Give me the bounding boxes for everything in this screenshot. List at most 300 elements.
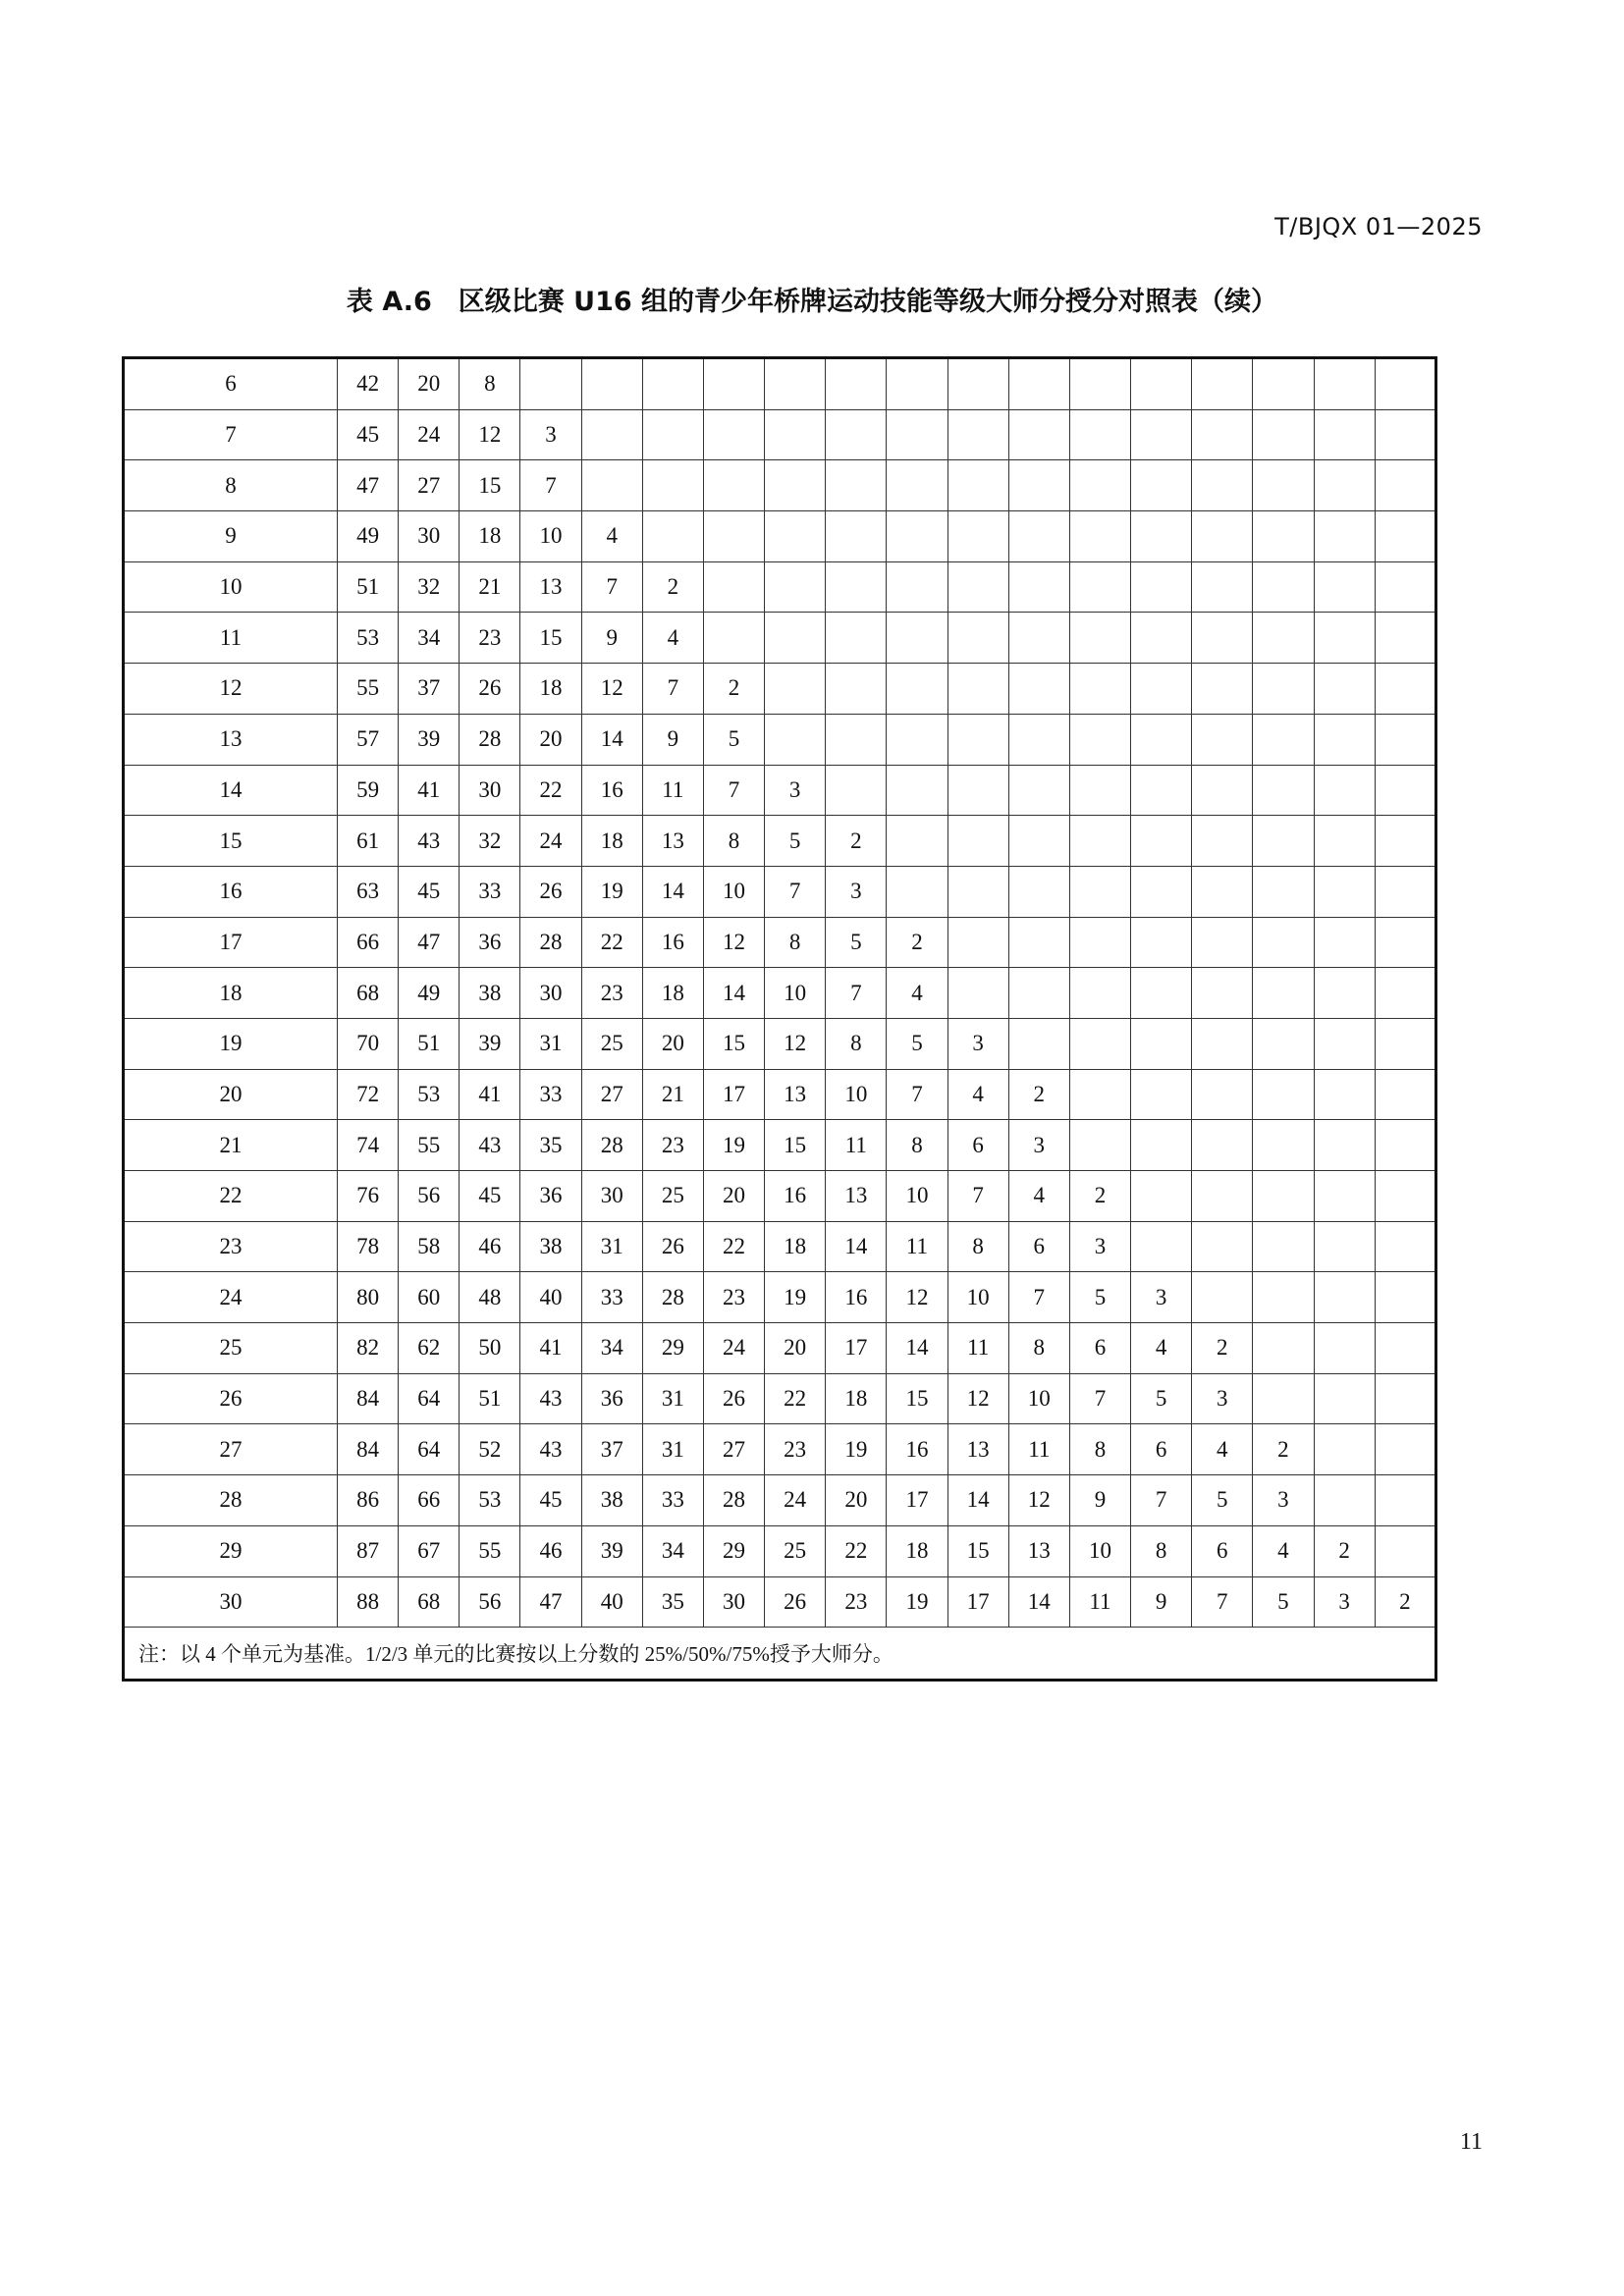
score-cell — [887, 765, 947, 816]
score-cell — [1008, 613, 1069, 664]
score-cell — [765, 511, 826, 562]
score-cell: 5 — [703, 714, 764, 765]
score-cell: 86 — [338, 1475, 399, 1526]
score-cell: 11 — [642, 765, 703, 816]
score-cell: 8 — [1131, 1525, 1192, 1576]
score-cell — [1192, 1018, 1253, 1069]
score-cell: 7 — [703, 765, 764, 816]
score-cell: 12 — [581, 664, 642, 715]
score-cell — [1314, 968, 1375, 1019]
score-cell — [826, 511, 887, 562]
score-cell: 41 — [399, 765, 460, 816]
score-cell: 3 — [1008, 1120, 1069, 1171]
score-cell — [1253, 460, 1314, 511]
score-cell: 14 — [642, 866, 703, 917]
score-cell — [887, 714, 947, 765]
score-cell: 46 — [520, 1525, 581, 1576]
score-cell — [1069, 917, 1130, 968]
score-cell: 18 — [826, 1373, 887, 1424]
score-cell — [887, 409, 947, 460]
score-cell — [1375, 1272, 1435, 1323]
score-cell: 66 — [338, 917, 399, 968]
score-cell: 63 — [338, 866, 399, 917]
score-cell: 55 — [460, 1525, 520, 1576]
row-label-cell: 17 — [124, 917, 338, 968]
score-cell — [1069, 1120, 1130, 1171]
score-cell — [1253, 1171, 1314, 1222]
score-cell: 55 — [399, 1120, 460, 1171]
score-cell — [1069, 561, 1130, 613]
score-cell — [1314, 664, 1375, 715]
score-cell: 5 — [1253, 1576, 1314, 1628]
score-cell — [1192, 1221, 1253, 1272]
score-cell: 15 — [520, 613, 581, 664]
score-cell: 23 — [703, 1272, 764, 1323]
score-cell — [1253, 1221, 1314, 1272]
score-cell: 2 — [1253, 1424, 1314, 1475]
score-cell — [1069, 1069, 1130, 1120]
score-cell: 55 — [338, 664, 399, 715]
score-cell — [1375, 1323, 1435, 1374]
score-cell: 31 — [520, 1018, 581, 1069]
score-cell — [947, 561, 1008, 613]
score-cell — [1253, 1323, 1314, 1374]
score-cell: 8 — [460, 358, 520, 410]
score-cell: 20 — [520, 714, 581, 765]
score-cell: 17 — [887, 1475, 947, 1526]
score-cell — [703, 409, 764, 460]
score-cell — [1131, 714, 1192, 765]
score-cell — [947, 714, 1008, 765]
score-cell: 8 — [1008, 1323, 1069, 1374]
score-cell: 3 — [1131, 1272, 1192, 1323]
score-cell: 31 — [581, 1221, 642, 1272]
score-cell: 17 — [826, 1323, 887, 1374]
score-cell: 39 — [460, 1018, 520, 1069]
score-cell — [947, 409, 1008, 460]
score-cell: 4 — [1131, 1323, 1192, 1374]
score-cell: 50 — [460, 1323, 520, 1374]
score-cell: 19 — [581, 866, 642, 917]
row-label-cell: 30 — [124, 1576, 338, 1628]
score-cell: 5 — [765, 816, 826, 867]
score-cell — [1375, 866, 1435, 917]
score-cell: 12 — [703, 917, 764, 968]
score-cell — [1192, 1272, 1253, 1323]
score-cell: 24 — [703, 1323, 764, 1374]
score-cell — [1253, 917, 1314, 968]
score-cell: 34 — [581, 1323, 642, 1374]
score-cell — [887, 561, 947, 613]
score-cell: 4 — [947, 1069, 1008, 1120]
score-cell — [1375, 358, 1435, 410]
score-cell — [1314, 1221, 1375, 1272]
score-cell — [1008, 409, 1069, 460]
score-cell — [1314, 1424, 1375, 1475]
score-cell — [826, 409, 887, 460]
score-cell: 36 — [520, 1171, 581, 1222]
score-cell — [642, 511, 703, 562]
score-cell: 21 — [460, 561, 520, 613]
score-cell — [1008, 1018, 1069, 1069]
score-cell — [826, 714, 887, 765]
score-cell: 4 — [887, 968, 947, 1019]
score-cell — [1314, 1323, 1375, 1374]
score-cell — [1192, 664, 1253, 715]
score-cell: 18 — [642, 968, 703, 1019]
row-label-cell: 24 — [124, 1272, 338, 1323]
score-cell: 64 — [399, 1373, 460, 1424]
score-cell: 4 — [642, 613, 703, 664]
score-cell — [1253, 1120, 1314, 1171]
score-cell: 15 — [947, 1525, 1008, 1576]
score-cell — [826, 460, 887, 511]
score-cell — [1192, 968, 1253, 1019]
score-cell — [887, 358, 947, 410]
score-cell — [1375, 1018, 1435, 1069]
score-cell: 20 — [826, 1475, 887, 1526]
score-cell: 27 — [703, 1424, 764, 1475]
score-cell — [1192, 1171, 1253, 1222]
score-cell: 5 — [887, 1018, 947, 1069]
table-row — [124, 460, 1436, 511]
score-cell: 49 — [399, 968, 460, 1019]
score-cell: 14 — [826, 1221, 887, 1272]
score-cell: 36 — [581, 1373, 642, 1424]
score-cell: 28 — [581, 1120, 642, 1171]
score-cell — [1314, 409, 1375, 460]
score-cell — [1008, 968, 1069, 1019]
table-row — [124, 561, 1436, 613]
score-cell: 29 — [642, 1323, 703, 1374]
table-row — [124, 1525, 1436, 1576]
score-cell: 14 — [581, 714, 642, 765]
score-cell: 68 — [338, 968, 399, 1019]
score-cell: 30 — [399, 511, 460, 562]
score-cell: 31 — [642, 1424, 703, 1475]
score-cell — [1131, 1120, 1192, 1171]
score-cell: 80 — [338, 1272, 399, 1323]
score-cell: 53 — [460, 1475, 520, 1526]
score-cell — [703, 613, 764, 664]
score-cell: 24 — [765, 1475, 826, 1526]
score-cell — [1131, 866, 1192, 917]
score-cell: 43 — [520, 1424, 581, 1475]
score-cell — [1008, 714, 1069, 765]
score-cell — [1131, 409, 1192, 460]
score-cell: 4 — [581, 511, 642, 562]
score-cell: 16 — [887, 1424, 947, 1475]
score-cell — [1314, 1272, 1375, 1323]
row-label-cell: 6 — [124, 358, 338, 410]
score-cell: 88 — [338, 1576, 399, 1628]
score-cell: 30 — [581, 1171, 642, 1222]
score-cell — [581, 358, 642, 410]
score-cell — [1253, 409, 1314, 460]
score-cell: 6 — [947, 1120, 1008, 1171]
score-cell — [765, 358, 826, 410]
score-cell — [581, 409, 642, 460]
score-cell — [1253, 714, 1314, 765]
score-cell: 40 — [520, 1272, 581, 1323]
row-label-cell: 15 — [124, 816, 338, 867]
score-cell — [765, 561, 826, 613]
score-cell: 74 — [338, 1120, 399, 1171]
table-row — [124, 511, 1436, 562]
score-cell: 25 — [765, 1525, 826, 1576]
table-note: 注：以 4 个单元为基准。1/2/3 单元的比赛按以上分数的 25%/50%/75%授予大师分。 — [124, 1628, 1436, 1681]
score-cell — [947, 968, 1008, 1019]
score-cell: 13 — [1008, 1525, 1069, 1576]
score-cell: 31 — [642, 1373, 703, 1424]
score-cell: 25 — [642, 1171, 703, 1222]
score-cell — [1069, 816, 1130, 867]
score-cell: 24 — [399, 409, 460, 460]
score-cell — [1375, 1475, 1435, 1526]
score-cell: 41 — [460, 1069, 520, 1120]
score-cell — [1069, 1018, 1130, 1069]
row-label-cell: 16 — [124, 866, 338, 917]
score-cell: 51 — [338, 561, 399, 613]
score-cell: 6 — [1131, 1424, 1192, 1475]
score-cell: 56 — [399, 1171, 460, 1222]
score-cell — [1192, 613, 1253, 664]
score-cell: 4 — [1192, 1424, 1253, 1475]
score-cell — [1253, 561, 1314, 613]
score-cell: 36 — [460, 917, 520, 968]
score-cell — [1253, 1272, 1314, 1323]
score-cell: 23 — [642, 1120, 703, 1171]
score-cell: 32 — [399, 561, 460, 613]
score-cell: 33 — [642, 1475, 703, 1526]
score-cell: 11 — [947, 1323, 1008, 1374]
score-cell: 57 — [338, 714, 399, 765]
score-cell: 20 — [765, 1323, 826, 1374]
score-cell: 37 — [581, 1424, 642, 1475]
score-cell — [887, 511, 947, 562]
score-cell: 45 — [520, 1475, 581, 1526]
score-cell: 2 — [1314, 1525, 1375, 1576]
score-cell: 43 — [460, 1120, 520, 1171]
score-cell — [1131, 358, 1192, 410]
row-label-cell: 25 — [124, 1323, 338, 1374]
score-cell: 45 — [399, 866, 460, 917]
score-cell: 28 — [460, 714, 520, 765]
score-cell: 43 — [399, 816, 460, 867]
row-label-cell: 8 — [124, 460, 338, 511]
score-cell — [826, 561, 887, 613]
row-label-cell: 13 — [124, 714, 338, 765]
row-label-cell: 18 — [124, 968, 338, 1019]
score-cell: 10 — [520, 511, 581, 562]
score-cell: 24 — [520, 816, 581, 867]
score-cell: 3 — [1253, 1475, 1314, 1526]
table-row — [124, 765, 1436, 816]
score-cell — [1008, 866, 1069, 917]
score-cell: 30 — [520, 968, 581, 1019]
score-cell: 64 — [399, 1424, 460, 1475]
score-cell — [1069, 765, 1130, 816]
score-cell — [1069, 460, 1130, 511]
score-cell: 7 — [581, 561, 642, 613]
score-cell — [1008, 664, 1069, 715]
score-cell — [1375, 714, 1435, 765]
score-cell — [887, 664, 947, 715]
table-row — [124, 1424, 1436, 1475]
score-cell: 23 — [581, 968, 642, 1019]
score-cell: 68 — [399, 1576, 460, 1628]
score-cell — [1253, 613, 1314, 664]
row-label-cell: 28 — [124, 1475, 338, 1526]
score-cell — [1008, 917, 1069, 968]
score-cell — [1375, 1069, 1435, 1120]
score-cell — [947, 664, 1008, 715]
score-cell: 15 — [887, 1373, 947, 1424]
score-cell — [1375, 1120, 1435, 1171]
score-cell — [1008, 460, 1069, 511]
score-cell — [947, 866, 1008, 917]
score-cell — [947, 613, 1008, 664]
score-cell: 26 — [703, 1373, 764, 1424]
score-cell: 8 — [887, 1120, 947, 1171]
score-cell: 11 — [1008, 1424, 1069, 1475]
score-cell: 8 — [1069, 1424, 1130, 1475]
score-cell — [1008, 511, 1069, 562]
score-cell: 15 — [703, 1018, 764, 1069]
score-cell: 59 — [338, 765, 399, 816]
score-cell — [1314, 765, 1375, 816]
table-row — [124, 1221, 1436, 1272]
score-cell: 7 — [520, 460, 581, 511]
score-cell — [1192, 714, 1253, 765]
score-cell — [1131, 1069, 1192, 1120]
score-cell: 60 — [399, 1272, 460, 1323]
score-cell: 12 — [765, 1018, 826, 1069]
row-label-cell: 22 — [124, 1171, 338, 1222]
score-cell: 14 — [1008, 1576, 1069, 1628]
score-cell: 38 — [520, 1221, 581, 1272]
score-cell — [826, 765, 887, 816]
score-cell — [1069, 358, 1130, 410]
score-cell — [765, 409, 826, 460]
score-cell — [1314, 613, 1375, 664]
score-cell: 27 — [581, 1069, 642, 1120]
table-row — [124, 866, 1436, 917]
score-cell — [947, 358, 1008, 410]
score-cell — [1375, 917, 1435, 968]
score-cell — [1253, 511, 1314, 562]
score-cell: 53 — [338, 613, 399, 664]
score-cell: 52 — [460, 1424, 520, 1475]
score-cell: 7 — [1131, 1475, 1192, 1526]
score-cell: 28 — [520, 917, 581, 968]
score-cell — [1131, 1221, 1192, 1272]
score-cell: 6 — [1069, 1323, 1130, 1374]
score-cell: 3 — [1192, 1373, 1253, 1424]
score-cell: 47 — [338, 460, 399, 511]
score-cell — [887, 460, 947, 511]
score-cell — [1069, 511, 1130, 562]
score-cell: 10 — [765, 968, 826, 1019]
score-cell: 62 — [399, 1323, 460, 1374]
score-cell: 10 — [703, 866, 764, 917]
score-cell: 22 — [765, 1373, 826, 1424]
score-cell — [1375, 1373, 1435, 1424]
score-cell: 19 — [765, 1272, 826, 1323]
table-note-row — [124, 1628, 1436, 1681]
score-cell: 3 — [1314, 1576, 1375, 1628]
score-cell: 23 — [765, 1424, 826, 1475]
score-cell: 7 — [765, 866, 826, 917]
score-cell: 16 — [765, 1171, 826, 1222]
table-row — [124, 613, 1436, 664]
score-cell: 32 — [460, 816, 520, 867]
score-cell: 5 — [1192, 1475, 1253, 1526]
score-cell: 67 — [399, 1525, 460, 1576]
score-cell: 72 — [338, 1069, 399, 1120]
score-table — [122, 356, 1437, 1682]
score-cell — [1253, 664, 1314, 715]
score-cell — [1131, 917, 1192, 968]
score-cell — [1375, 816, 1435, 867]
score-cell: 28 — [703, 1475, 764, 1526]
score-cell — [1131, 968, 1192, 1019]
score-cell — [1314, 816, 1375, 867]
score-cell: 18 — [765, 1221, 826, 1272]
score-cell: 7 — [1008, 1272, 1069, 1323]
score-cell: 43 — [520, 1373, 581, 1424]
score-cell: 61 — [338, 816, 399, 867]
score-cell — [1131, 816, 1192, 867]
score-cell — [1253, 816, 1314, 867]
score-cell: 8 — [765, 917, 826, 968]
score-cell — [1192, 409, 1253, 460]
score-cell — [1192, 561, 1253, 613]
score-cell: 34 — [642, 1525, 703, 1576]
score-cell: 39 — [399, 714, 460, 765]
score-cell: 14 — [703, 968, 764, 1019]
score-cell: 47 — [520, 1576, 581, 1628]
table-title: 表 A.6 区级比赛 U16 组的青少年桥牌运动技能等级大师分授分对照表（续） — [346, 287, 1278, 317]
score-cell: 33 — [520, 1069, 581, 1120]
score-cell — [1192, 1069, 1253, 1120]
score-cell — [1253, 968, 1314, 1019]
score-cell: 3 — [520, 409, 581, 460]
score-cell: 5 — [1069, 1272, 1130, 1323]
score-cell: 3 — [765, 765, 826, 816]
score-cell: 14 — [887, 1323, 947, 1374]
score-cell — [1314, 561, 1375, 613]
table-row — [124, 1373, 1436, 1424]
score-cell — [1253, 1373, 1314, 1424]
score-cell: 19 — [826, 1424, 887, 1475]
score-cell: 30 — [703, 1576, 764, 1628]
score-cell: 22 — [520, 765, 581, 816]
score-cell — [1375, 968, 1435, 1019]
score-cell: 37 — [399, 664, 460, 715]
score-cell: 87 — [338, 1525, 399, 1576]
score-cell — [1131, 664, 1192, 715]
score-cell — [1069, 409, 1130, 460]
score-cell — [1192, 1120, 1253, 1171]
score-cell: 35 — [642, 1576, 703, 1628]
score-cell — [1375, 511, 1435, 562]
score-cell: 7 — [642, 664, 703, 715]
score-cell — [1375, 561, 1435, 613]
score-cell: 17 — [947, 1576, 1008, 1628]
table-row — [124, 409, 1436, 460]
score-cell: 9 — [1069, 1475, 1130, 1526]
